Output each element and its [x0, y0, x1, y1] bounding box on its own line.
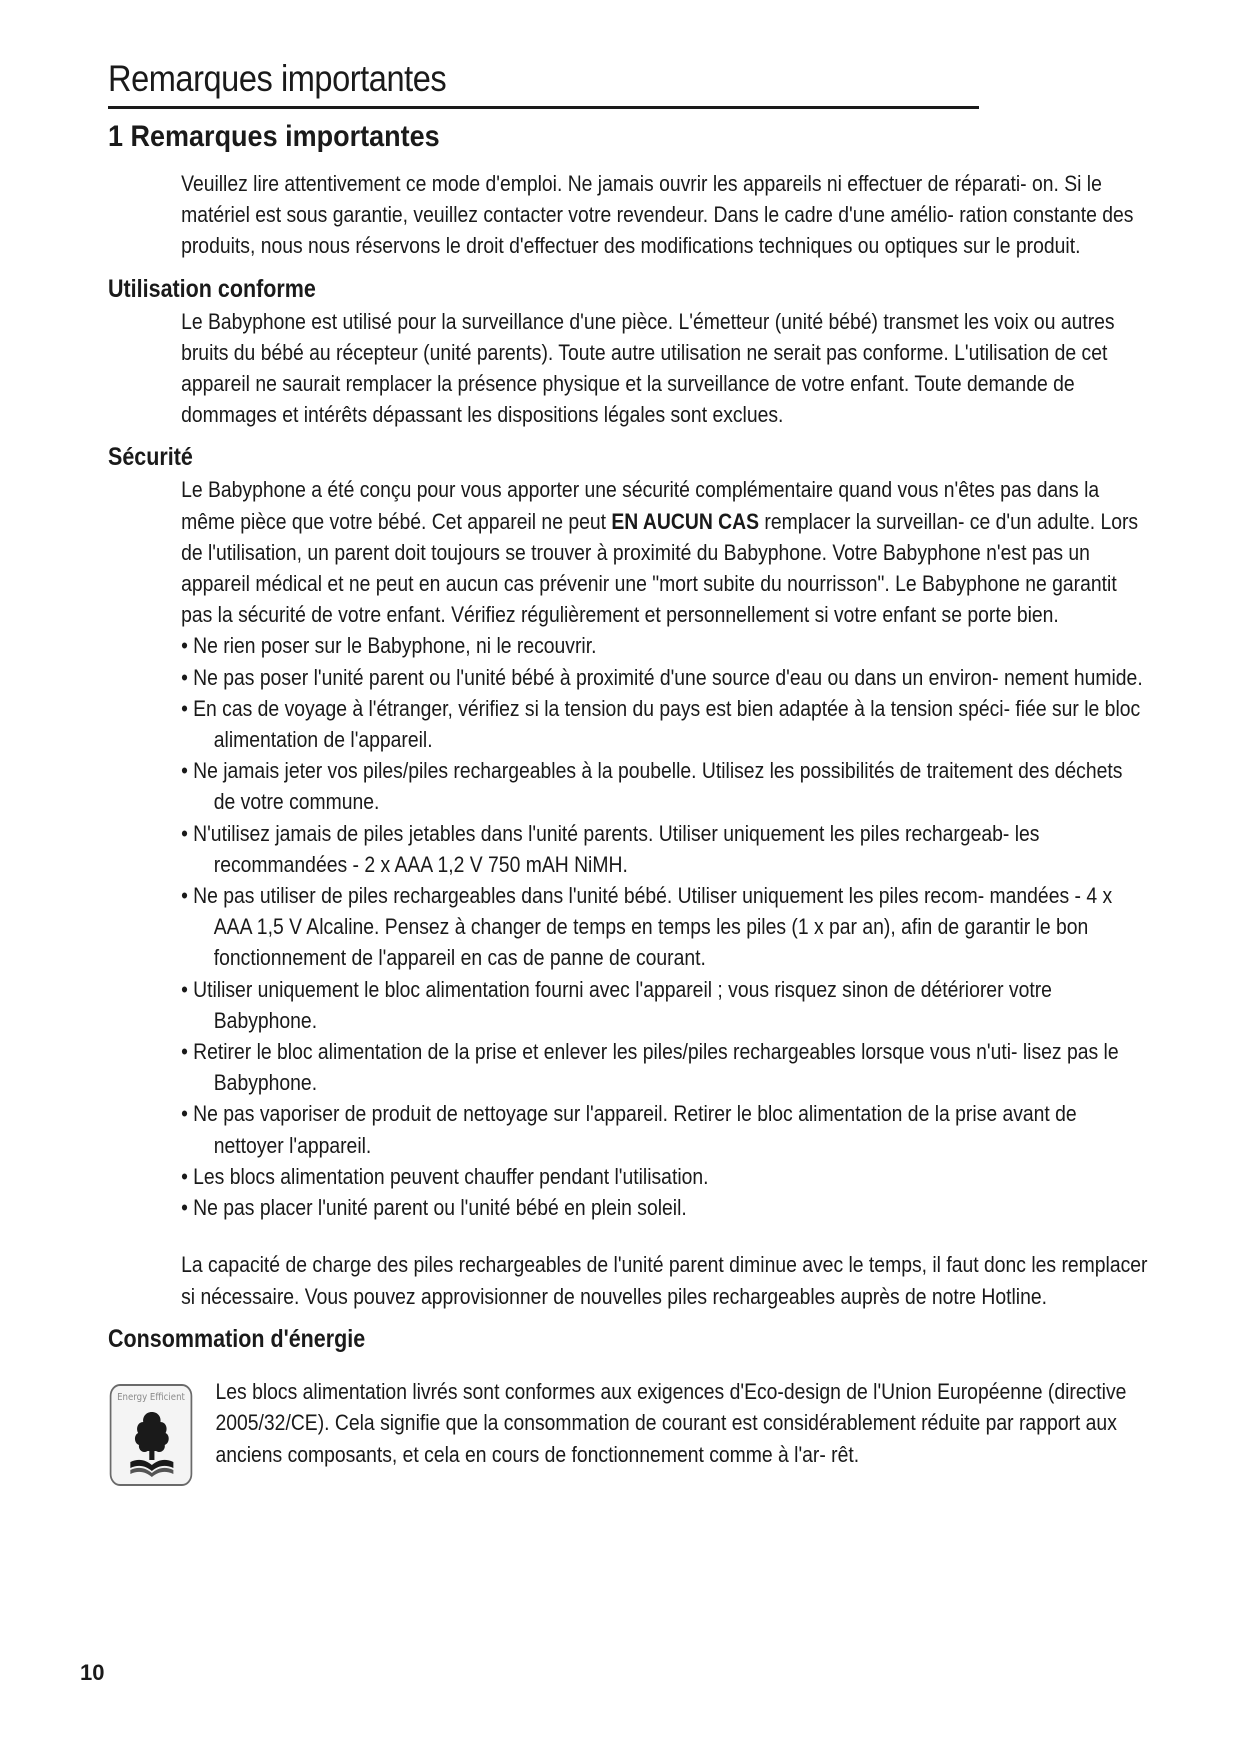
running-header-title: Remarques importantes [108, 58, 447, 99]
list-item [181, 1036, 1148, 1098]
intro-paragraph: Veuillez lire attentivement ce mode d'emploi. Ne jamais ouvrir les appareils ni effectuer de réparati- on. Si le matériel est sous garantie, veuillez contacter votre revendeur. Dans le cadre d'une amélio- ration constante des produits, nous nous réservons le droit d'effectuer des modifications techniques ou optiques sur le produit. [181, 171, 1134, 259]
list-item [181, 630, 1148, 661]
battery-note-paragraph: La capacité de charge des piles rechargeables de l'unité parent diminue avec le temps, il faut donc les remplacer si nécessaire. Vous pouvez approvisionner de nouvelles piles rechargeables auprès de notre Hotline. [181, 1252, 1148, 1309]
tree-book-icon [127, 1408, 177, 1478]
bullet-text: Ne pas vaporiser de produit de nettoyage sur l'appareil. Retirer le bloc alimentation de la prise avant de nettoyer l'appareil. [193, 1101, 1077, 1158]
energy-efficient-logo [110, 1384, 193, 1486]
bullet-text: Ne pas placer l'unité parent ou l'unité bébé en plein soleil. [193, 1195, 687, 1221]
bullet-text: Utiliser uniquement le bloc alimentation fourni avec l'appareil ; vous risquez sinon de détériorer votre Babyphone. [193, 976, 1052, 1033]
list-item [181, 880, 1148, 974]
bullet-text: Ne pas utiliser de piles rechargeables dans l'unité bébé. Utiliser uniquement les piles recom- mandées - 4 x AAA 1,5 V Alcaline. Pensez à changer de temps en temps les piles (1 x par an), afin de garantir le bon fonctionnement de l'appareil en cas de panne de courant. [193, 883, 1113, 971]
securite-text-before: Le Babyphone a été conçu pour vous apporter une sécurité complémentaire quand vous n'êtes pas dans la même pièce que votre bébé. Cet appareil ne peut [181, 477, 1100, 534]
list-item [181, 662, 1148, 693]
bullet-icon: • [181, 883, 188, 909]
bullet-text: Ne jamais jeter vos piles/piles rechargeables à la poubelle. Utilisez les possibilités de traitement des déchets de votre commune. [193, 758, 1123, 815]
list-item [181, 1192, 1148, 1223]
energy-logo-label: Energy Efficient [117, 1392, 185, 1404]
heading-consommation-energie: Consommation d'énergie [108, 1324, 366, 1353]
page-number: 10 [80, 1660, 105, 1685]
section-title: 1 Remarques importantes [108, 120, 440, 153]
list-item [181, 974, 1148, 1036]
header-rule [108, 106, 979, 109]
bullet-icon: • [181, 695, 188, 721]
list-item [181, 818, 1148, 880]
list-item [181, 755, 1148, 817]
utilisation-paragraph: Le Babyphone est utilisé pour la surveillance d'une pièce. L'émetteur (unité bébé) transmet les voix ou autres bruits du bébé au récepteur (unité parents). Toute autre utilisation ne serait pas conforme. L'utilisation de cet appareil ne saurait remplacer la présence physique et la surveillance de votre enfant. Toute demande de dommages et intérêts dépassant les dispositions légales sont exclues. [181, 308, 1115, 428]
energy-paragraph: Les blocs alimentation livrés sont conformes aux exigences d'Eco-design de l'Union Européenne (directive 2005/32/CE). Cela signifie que la consommation de courant est considérablement réduite par rapport aux anciens composants, et cela en cours de fonctionnement comme à l'ar- rêt. [215, 1379, 1127, 1467]
bullet-text: Ne pas poser l'unité parent ou l'unité bébé à proximité d'une source d'eau ou dans un environ- nement humide. [193, 664, 1143, 690]
bullet-icon: • [181, 820, 188, 846]
list-item [181, 693, 1148, 755]
condensed-column [108, 168, 1148, 1470]
securite-emphasis: EN AUCUN CAS [611, 508, 760, 534]
safety-bullet-list [181, 630, 1148, 1223]
bullet-text: Ne rien poser sur le Babyphone, ni le recouvrir. [193, 633, 597, 659]
bullet-text: Les blocs alimentation peuvent chauffer pendant l'utilisation. [193, 1163, 709, 1189]
securite-text-after: remplacer la surveillan- ce d'un adulte. Lors de l'utilisation, un parent doit toujours se trouver à proximité du Babyphone. Votre Babyphone n'est pas un appareil médical et ne peut en aucun cas prévenir une "mort subite du nourrisson". Le Babyphone ne garantit pas la sécurité de votre enfant. Vérifiez régulièrement et personnellement si votre enfant se porte bien. [181, 508, 1139, 628]
heading-utilisation-conforme: Utilisation conforme [108, 274, 316, 303]
bullet-icon: • [181, 976, 188, 1002]
bullet-text: N'utilisez jamais de piles jetables dans l'unité parents. Utiliser uniquement les piles rechargeab- les recommandées - 2 x AAA 1,2 V 750 mAH NiMH. [193, 820, 1040, 877]
list-item [181, 1098, 1148, 1160]
bullet-icon: • [181, 758, 188, 784]
securite-paragraph [181, 474, 1148, 630]
bullet-icon: • [181, 1195, 188, 1221]
bullet-icon: • [181, 633, 188, 659]
list-item [181, 1161, 1148, 1192]
bullet-text: En cas de voyage à l'étranger, vérifiez si la tension du pays est bien adaptée à la tension spéci- fiée sur le bloc alimentation de l'appareil. [193, 695, 1141, 753]
heading-securite: Sécurité [108, 443, 193, 472]
bullet-icon: • [181, 1101, 188, 1127]
bullet-text: Retirer le bloc alimentation de la prise et enlever les piles/piles rechargeables lorsque vous n'uti- lisez pas le Babyphone. [193, 1039, 1119, 1096]
bullet-icon: • [181, 664, 188, 690]
bullet-icon: • [181, 1039, 188, 1065]
energy-block [108, 1376, 1148, 1470]
spacer [108, 1223, 1148, 1249]
page-content [108, 168, 1148, 1492]
bullet-icon: • [181, 1163, 188, 1189]
